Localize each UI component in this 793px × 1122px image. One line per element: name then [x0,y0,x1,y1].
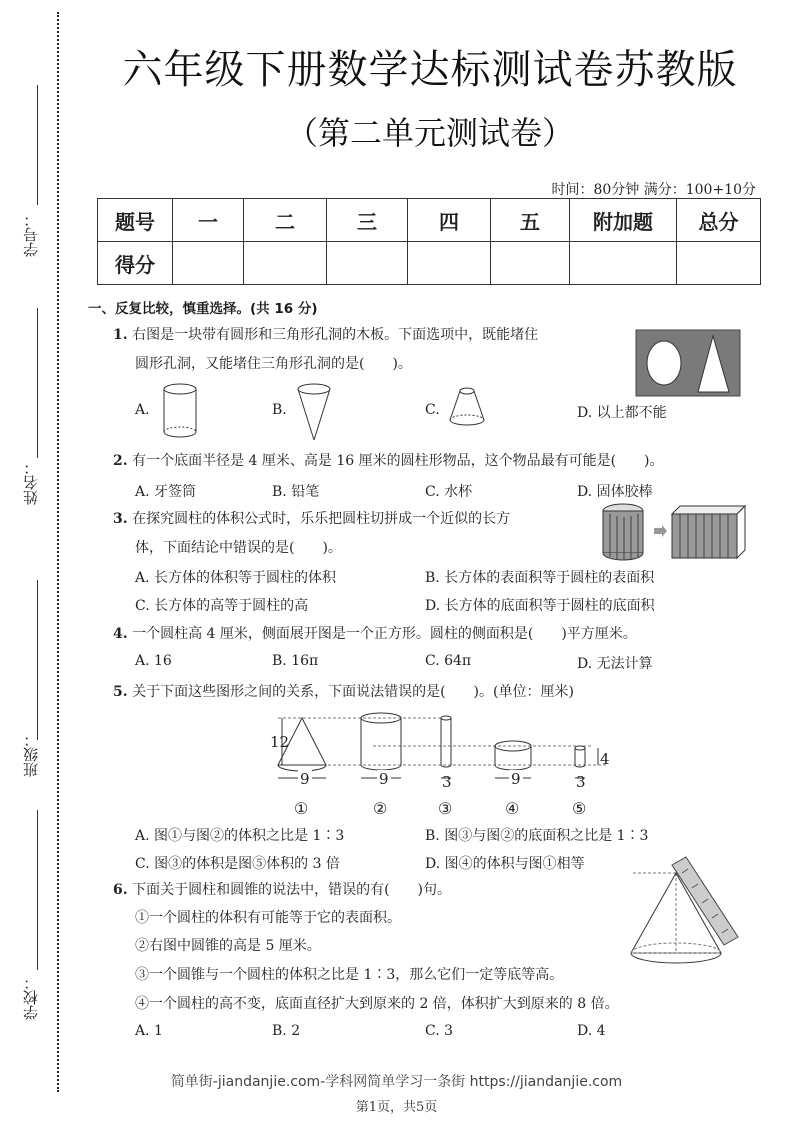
header-cell: 题号 [98,199,173,242]
question-3-line-1 [113,510,510,528]
q1-option-d[interactable]: D. 以上都不能 [577,405,667,421]
statement-3: ③一个圆锥与一个圆柱的体积之比是 1∶3，那么它们一定等底等高。 [135,967,564,983]
header-cell: 五 [491,199,570,242]
dim-d4: 9 [511,770,521,788]
page-title: 六年级下册数学达标测试卷苏教版 [122,47,738,93]
cone-icon [296,382,336,442]
score-cell[interactable] [173,242,244,285]
statement-1: ①一个圆柱的体积有可能等于它的表面积。 [135,910,401,926]
question-number: 1. [113,327,128,343]
frustum-icon [447,386,487,432]
cone-with-ruler-figure [628,855,748,975]
header-cell: 四 [408,199,491,242]
score-cell[interactable] [570,242,677,285]
q5-option-d[interactable]: D. 图④的体积与图①相等 [425,856,585,872]
q6-option-b[interactable]: B. 2 [272,1023,301,1039]
class-rule [37,580,38,740]
q1-option-c[interactable]: C. [425,402,440,418]
dim-d2: 9 [379,770,389,788]
cylinder-icon [160,382,200,442]
q3-option-b[interactable]: B. 长方体的表面积等于圆柱的表面积 [425,570,655,586]
q3-option-c[interactable]: C. 长方体的高等于圆柱的高 [135,598,309,614]
shape-label-3: ③ [438,799,453,818]
q5-option-b[interactable]: B. 图③与图②的底面积之比是 1∶3 [425,828,649,844]
q3-option-a[interactable]: A. 长方体的体积等于圆柱的体积 [135,570,337,586]
q4-option-b[interactable]: B. 16π [272,653,319,669]
question-number: 5. [113,684,128,700]
q4-option-d[interactable]: D. 无法计算 [577,656,653,672]
q2-option-a[interactable]: A. 牙签筒 [135,484,197,500]
q4-option-a[interactable]: A. 16 [135,653,172,669]
watermark-footer: 简单街-jiandanjie.com-学科网简单学习一条街 https://jiandanjie.com [170,1074,623,1090]
dim-d3: 3 [442,773,452,791]
header-cell: 一 [173,199,244,242]
shape-label-2: ② [373,799,388,818]
q6-option-d[interactable]: D. 4 [577,1023,606,1039]
question-text: 一个圆柱高 4 厘米，侧面展开图是一个正方形。圆柱的侧面积是( )平方厘米。 [132,626,637,642]
page-subtitle: （第二单元测试卷） [285,114,574,152]
question-text: 有一个底面半径是 4 厘米、高是 16 厘米的圆柱形物品，这个物品最有可能是( )。 [132,453,664,469]
student-id-rule [37,85,38,205]
q1-option-a[interactable]: A. [135,402,150,418]
row-label: 得分 [98,242,173,285]
q4-option-c[interactable]: C. 64π [425,653,472,669]
page-number: 第1页，共5页 [355,1100,438,1115]
header-cell: 三 [327,199,408,242]
score-cell[interactable] [244,242,327,285]
school-rule [37,810,38,970]
question-text: 关于下面这些图形之间的关系，下面说法错误的是( )。(单位：厘米) [132,684,574,700]
shape-label-1: ① [294,799,309,818]
score-table [97,198,761,285]
name-label: 姓名： [22,460,40,505]
score-cell[interactable] [408,242,491,285]
header-cell: 二 [244,199,327,242]
q2-option-c[interactable]: C. 水杯 [425,484,473,500]
question-1-line-1 [113,326,538,344]
shape-label-5: ⑤ [572,799,587,818]
score-cell[interactable] [677,242,761,285]
exam-meta: 时间：80分钟 满分：100+10分 [551,182,756,198]
question-text: 在探究圆柱的体积公式时，乐乐把圆柱切拼成一个近似的长方 [132,511,511,527]
question-4 [113,625,637,643]
question-text: 右图是一块带有圆形和三角形孔洞的木板。下面选项中，既能堵住 [132,327,539,343]
score-cell[interactable] [491,242,570,285]
school-label: 学校： [22,975,40,1020]
score-cell[interactable] [327,242,408,285]
q6-option-c[interactable]: C. 3 [425,1023,454,1039]
dim-d5: 3 [576,773,586,791]
q2-option-d[interactable]: D. 固体胶棒 [577,484,653,500]
class-label: 班级： [22,732,40,777]
statement-4: ④一个圆柱的高不变，底面直径扩大到原来的 2 倍，体积扩大到原来的 8 倍。 [135,996,619,1012]
question-2 [113,452,664,470]
statement-2: ②右图中圆锥的高是 5 厘米。 [135,938,321,954]
binding-dotted-line [57,12,59,1092]
score-table-score-row [98,242,761,285]
q1-option-b[interactable]: B. [272,402,287,418]
dim-height-12: 12 [270,733,290,751]
question-number: 4. [113,626,128,642]
board-figure [636,330,740,396]
question-1-line-2: 圆形孔洞，又能堵住三角形孔洞的是( )。 [135,356,412,372]
question-3-line-2: 体，下面结论中错误的是( )。 [135,540,342,556]
question-text: 下面关于圆柱和圆锥的说法中，错误的有( )句。 [132,882,452,898]
name-rule [37,308,38,458]
shape-label-4: ④ [505,799,520,818]
section-heading: 一、反复比较，慎重选择。(共 16 分) [88,301,318,317]
dim-height-4: 4 [600,750,610,768]
q3-option-d[interactable]: D. 长方体的底面积等于圆柱的底面积 [425,598,655,614]
score-table-header-row [98,199,761,242]
cylinder-to-cuboid-figure [600,502,750,562]
q5-option-c[interactable]: C. 图③的体积是图⑤体积的 3 倍 [135,856,340,872]
header-cell: 总分 [677,199,761,242]
q5-option-a[interactable]: A. 图①与图②的体积之比是 1∶3 [135,828,345,844]
dim-d1: 9 [300,770,310,788]
question-number: 3. [113,511,128,527]
question-5 [113,683,574,701]
q6-option-a[interactable]: A. 1 [135,1023,163,1039]
q2-option-b[interactable]: B. 铅笔 [272,484,320,500]
header-cell: 附加题 [570,199,677,242]
question-number: 2. [113,453,128,469]
question-6 [113,881,451,899]
question-number: 6. [113,882,128,898]
student-id-label: 学号： [22,212,40,257]
